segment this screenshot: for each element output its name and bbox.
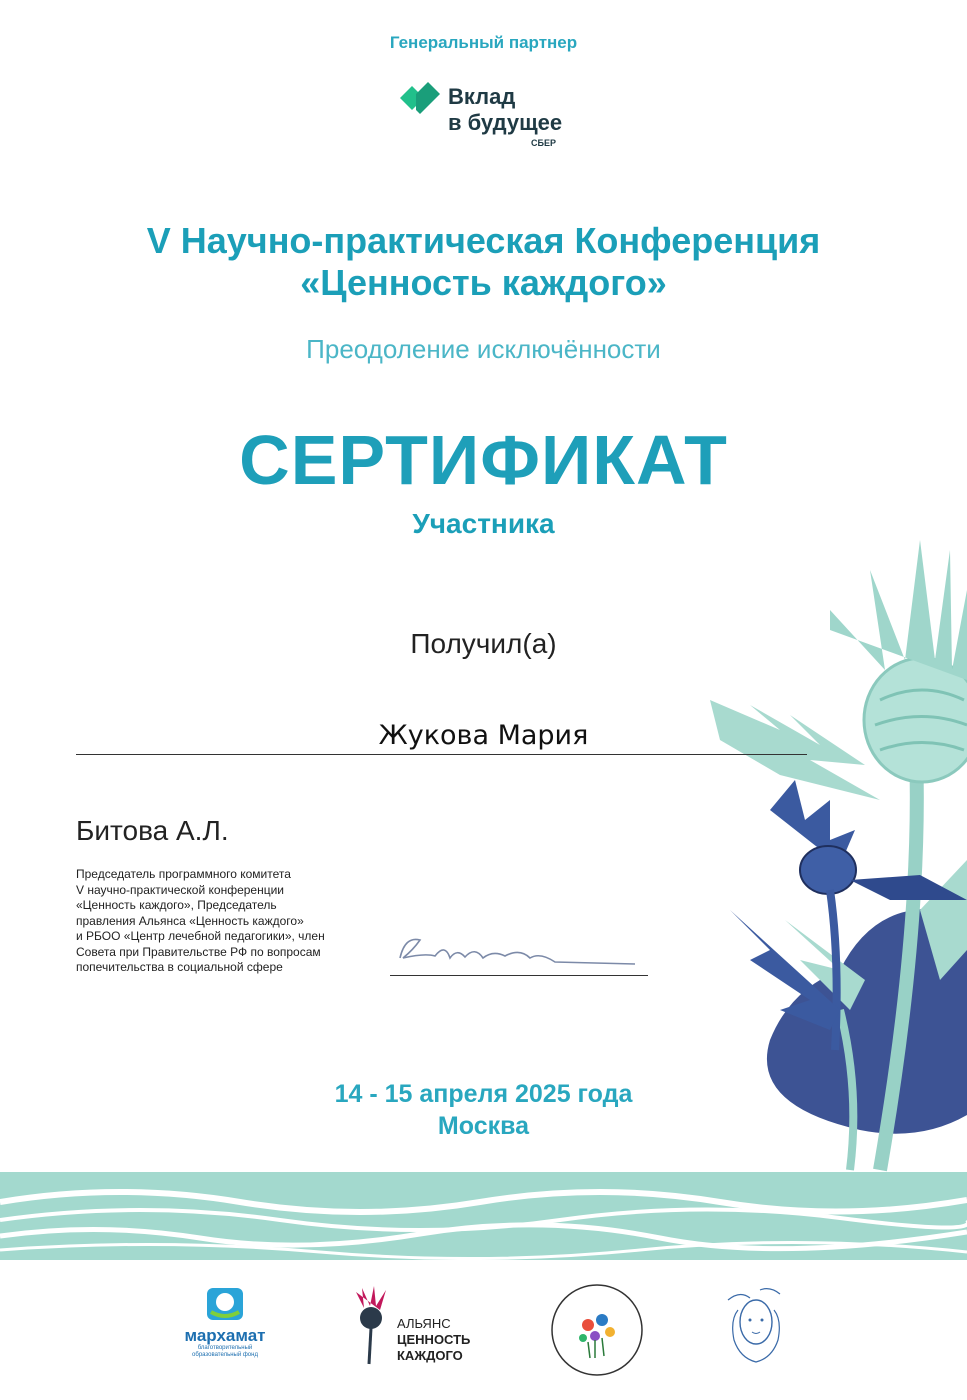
event-city: Москва	[437, 1112, 530, 1140]
marhamat-icon	[205, 1286, 245, 1322]
cpp-logo	[540, 1280, 655, 1380]
conference-subtitle: Преодоление исключённости	[306, 334, 661, 364]
alliance-line1: АЛЬЯНС	[397, 1316, 451, 1331]
marhamat-sub1: благотворительный	[197, 1345, 253, 1351]
alliance-text	[397, 1316, 470, 1364]
conference-title	[0, 220, 967, 304]
signer-name: Битова А.Л.	[76, 815, 229, 846]
vklad-logo-line1: Вклад	[448, 84, 516, 109]
signer-description-line: V научно-практической конференции	[76, 882, 284, 897]
portrait-logo	[720, 1280, 790, 1375]
signer-description-line: правления Альянса «Ценность каждого»	[76, 913, 304, 928]
wave-band	[0, 1172, 967, 1260]
recipient-underline	[76, 754, 807, 755]
marhamat-logo	[170, 1286, 280, 1359]
certificate-title: СЕРТИФИКАТ	[239, 421, 728, 499]
vklad-logo-line2: в будущее	[448, 110, 563, 135]
general-partner-label: Генеральный партнер	[389, 33, 578, 52]
marhamat-name: мархамат	[184, 1326, 266, 1345]
thistle-logo-icon	[350, 1286, 392, 1366]
conference-title-line1: V Научно-практическая Конференция	[146, 220, 821, 261]
certificate-subtitle: Участника	[412, 508, 555, 539]
signature-image	[395, 928, 645, 973]
signer-description-line: Председатель программного комитета	[76, 867, 291, 881]
signer-description-line: «Ценность каждого», Председатель	[76, 898, 277, 912]
signer-description-line: попечительства в социальной сфере	[76, 960, 283, 974]
signature-line	[390, 975, 648, 976]
received-label: Получил(а)	[410, 628, 557, 659]
event-info	[0, 1078, 967, 1142]
alliance-line2: ЦЕННОСТЬ	[397, 1332, 471, 1347]
marhamat-sub2: образовательный фонд	[192, 1352, 258, 1358]
vklad-logo-icon	[398, 80, 442, 120]
signer-description-line: и РБОО «Центр лечебной педагогики», член	[76, 929, 325, 943]
event-dates: 14 - 15 апреля 2025 года	[334, 1080, 633, 1108]
recipient-name: Жукова Мария	[378, 720, 589, 751]
conference-title-line2: «Ценность каждого»	[300, 262, 667, 303]
alliance-line3: КАЖДОГО	[397, 1348, 463, 1363]
signer-description	[76, 867, 376, 976]
sber-logo-text: СБЕР	[531, 138, 556, 148]
vklad-logo-text	[448, 84, 562, 136]
partner-logos	[0, 1280, 967, 1390]
signer-description-line: Совета при Правительстве РФ по вопросам	[76, 944, 321, 959]
